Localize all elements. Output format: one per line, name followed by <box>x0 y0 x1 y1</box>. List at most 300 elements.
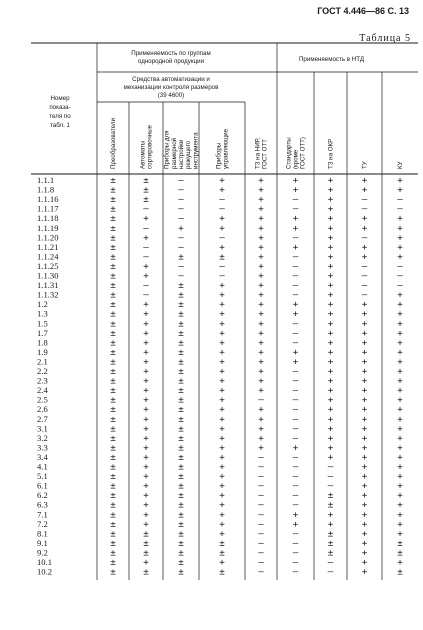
applicability-mark: ± <box>178 404 184 416</box>
applicability-mark: + <box>219 375 225 387</box>
applicability-mark: + <box>397 175 403 186</box>
applicability-mark: + <box>292 299 299 311</box>
applicability-mark: ± <box>178 557 184 568</box>
applicability-mark: + <box>258 280 264 292</box>
applicability-mark: + <box>219 480 225 492</box>
applicability-mark: ± <box>178 480 184 492</box>
applicability-mark: + <box>143 432 149 444</box>
applicability-mark: + <box>292 356 299 368</box>
applicability-mark: — <box>219 203 225 215</box>
applicability-mark: + <box>258 289 264 301</box>
applicability-mark: ± <box>178 385 184 397</box>
applicability-mark: ± <box>110 442 116 454</box>
applicability-mark: + <box>361 480 368 492</box>
row-number: 1.7 <box>37 327 48 338</box>
applicability-mark: + <box>327 346 334 358</box>
row-number: 2.4 <box>37 385 48 396</box>
column-header-2: режущего <box>185 140 193 169</box>
applicability-mark: — <box>258 394 264 406</box>
applicability-mark: — <box>397 260 403 272</box>
applicability-mark: + <box>258 260 264 272</box>
applicability-mark: ± <box>110 385 116 397</box>
applicability-mark: ± <box>178 337 184 349</box>
applicability-mark: + <box>143 509 149 521</box>
column-header-7: ТУ <box>361 161 369 169</box>
applicability-mark: ± <box>110 346 116 358</box>
applicability-mark: + <box>143 270 149 282</box>
applicability-mark: — <box>292 413 299 425</box>
applicability-mark: + <box>327 184 334 196</box>
applicability-mark: + <box>397 299 403 311</box>
applicability-mark: + <box>219 557 225 568</box>
applicability-mark: + <box>327 509 334 521</box>
row-number: 3.2 <box>37 432 48 443</box>
applicability-mark: ± <box>178 432 184 444</box>
applicability-mark: ± <box>143 566 149 578</box>
row-number: 2.5 <box>37 394 48 405</box>
applicability-mark: + <box>361 442 368 454</box>
applicability-mark: ± <box>110 471 116 483</box>
applicability-mark: + <box>219 442 225 454</box>
applicability-mark: — <box>143 203 149 215</box>
row-number: 1.5 <box>37 318 48 329</box>
applicability-mark: + <box>327 404 334 416</box>
applicability-mark: ± <box>327 528 334 540</box>
applicability-mark: — <box>292 490 299 502</box>
applicability-mark: ± <box>178 471 184 483</box>
applicability-mark: ± <box>178 356 184 368</box>
applicability-mark: + <box>361 356 368 368</box>
applicability-mark: ± <box>110 299 116 311</box>
applicability-mark: + <box>219 356 225 368</box>
applicability-mark: ± <box>143 547 149 559</box>
applicability-mark: + <box>258 337 264 349</box>
applicability-mark: — <box>292 366 299 377</box>
applicability-mark: + <box>143 404 149 416</box>
applicability-mark: — <box>292 547 299 559</box>
applicability-mark: — <box>178 194 184 206</box>
applicability-mark: + <box>361 557 368 568</box>
applicability-mark: + <box>397 518 403 530</box>
applicability-mark: + <box>258 356 264 368</box>
column-header-2: инструмента <box>192 132 200 169</box>
applicability-mark: + <box>397 318 403 330</box>
applicability-mark: + <box>327 432 334 444</box>
applicability-mark: + <box>361 299 368 311</box>
applicability-mark: + <box>143 423 149 435</box>
row-number: 1.1.25 <box>37 260 59 271</box>
row-number: 2.7 <box>37 413 48 424</box>
applicability-mark: — <box>292 461 299 473</box>
applicability-mark: — <box>361 203 368 215</box>
applicability-mark: ± <box>110 318 116 330</box>
applicability-mark: + <box>361 213 368 225</box>
row-number: 5.1 <box>37 471 48 482</box>
applicability-mark: — <box>178 175 184 186</box>
applicability-mark: — <box>397 280 403 292</box>
applicability-mark: ± <box>178 461 184 473</box>
applicability-mark: + <box>361 308 368 320</box>
applicability-mark: + <box>327 451 334 463</box>
row-number: 1.1.8 <box>37 184 55 195</box>
row-number: 3.3 <box>37 442 48 453</box>
applicability-mark: — <box>143 280 149 292</box>
applicability-mark: — <box>178 203 184 215</box>
applicability-mark: ± <box>327 537 334 549</box>
applicability-mark: + <box>143 413 149 425</box>
applicability-mark: — <box>397 203 403 215</box>
applicability-mark: — <box>258 480 264 492</box>
applicability-mark: ± <box>178 451 184 463</box>
applicability-mark: + <box>327 356 334 368</box>
applicability-mark: — <box>143 222 149 234</box>
applicability-mark: + <box>143 327 149 339</box>
applicability-mark: ± <box>110 213 116 225</box>
applicability-mark: + <box>219 413 225 425</box>
applicability-mark: + <box>219 318 225 330</box>
applicability-mark: — <box>292 404 299 416</box>
applicability-mark: ± <box>219 547 225 559</box>
applicability-mark: — <box>178 213 184 225</box>
applicability-mark: — <box>292 270 299 282</box>
applicability-mark: + <box>258 184 264 196</box>
applicability-mark: + <box>397 232 403 244</box>
applicability-mark: ± <box>110 375 116 387</box>
applicability-mark: ± <box>178 528 184 540</box>
applicability-mark: + <box>219 337 225 349</box>
column-header-3: Приборы <box>215 142 223 169</box>
applicability-mark: + <box>219 280 225 292</box>
applicability-mark: — <box>219 194 225 206</box>
row-number: 1.8 <box>37 337 48 348</box>
applicability-mark: — <box>258 547 264 559</box>
applicability-mark: ± <box>110 547 116 559</box>
applicability-mark: + <box>219 394 225 406</box>
applicability-mark: + <box>327 366 334 377</box>
row-number: 2.2 <box>37 366 48 376</box>
applicability-mark: ± <box>397 547 403 559</box>
applicability-mark: ± <box>178 518 184 530</box>
applicability-mark: + <box>397 442 403 454</box>
applicability-mark: + <box>258 175 264 186</box>
applicability-mark: — <box>178 232 184 244</box>
applicability-mark: + <box>327 337 334 349</box>
applicability-mark: + <box>219 432 225 444</box>
applicability-mark: + <box>361 432 368 444</box>
column-header-5: ГОСТ ОТТ) <box>299 136 307 169</box>
row-number: 2.6 <box>37 404 48 415</box>
applicability-mark: ± <box>110 528 116 540</box>
applicability-mark: ± <box>178 566 184 578</box>
applicability-mark: + <box>361 499 368 511</box>
applicability-mark: + <box>361 346 368 358</box>
applicability-mark: — <box>292 251 299 263</box>
applicability-mark: + <box>397 528 403 540</box>
applicability-mark: — <box>292 451 299 463</box>
applicability-mark: ± <box>110 404 116 416</box>
applicability-mark: + <box>143 260 149 272</box>
applicability-mark: — <box>327 471 334 483</box>
applicability-mark: + <box>327 175 334 186</box>
applicability-mark: + <box>361 490 368 502</box>
applicability-mark: + <box>143 299 149 311</box>
applicability-mark: — <box>178 270 184 282</box>
applicability-mark: — <box>219 270 225 282</box>
applicability-mark: + <box>258 385 264 397</box>
applicability-mark: ± <box>110 461 116 473</box>
applicability-mark: ± <box>110 509 116 521</box>
applicability-mark: — <box>397 270 403 282</box>
applicability-mark: — <box>219 232 225 244</box>
row-number: 6.3 <box>37 499 48 510</box>
row-number: 1.1.17 <box>37 203 59 214</box>
applicability-mark: + <box>361 251 368 263</box>
applicability-mark: + <box>397 404 403 416</box>
applicability-mark: + <box>219 451 225 463</box>
applicability-mark: ± <box>110 260 116 272</box>
applicability-mark: ± <box>110 413 116 425</box>
applicability-mark: + <box>361 404 368 416</box>
applicability-mark: + <box>219 404 225 416</box>
applicability-mark: ± <box>219 537 225 549</box>
applicability-mark: + <box>361 327 368 339</box>
applicability-mark: + <box>397 375 403 387</box>
applicability-mark: + <box>219 175 225 186</box>
column-header-0: Преобразователи <box>110 118 117 169</box>
applicability-mark: ± <box>178 413 184 425</box>
applicability-mark: ± <box>178 308 184 320</box>
applicability-mark: ± <box>110 289 116 301</box>
applicability-mark: + <box>327 308 334 320</box>
applicability-mark: — <box>361 289 368 301</box>
applicability-mark: + <box>258 442 264 454</box>
row-number: 1.3 <box>37 308 48 319</box>
applicability-mark: + <box>292 509 299 521</box>
row-label-header: теля по <box>49 113 71 120</box>
applicability-mark: — <box>258 557 264 568</box>
applicability-mark: + <box>397 432 403 444</box>
applicability-mark: + <box>361 241 368 253</box>
applicability-mark: + <box>143 480 149 492</box>
applicability-mark: + <box>143 356 149 368</box>
applicability-mark: ± <box>110 432 116 444</box>
applicability-mark: + <box>361 461 368 473</box>
applicability-mark: — <box>292 260 299 272</box>
applicability-mark: + <box>143 394 149 406</box>
applicability-mark: ± <box>327 490 334 502</box>
row-number: 1.1.21 <box>37 241 59 252</box>
row-number: 10.2 <box>37 566 53 577</box>
group2-title: Применяемость в НТД <box>298 56 365 63</box>
applicability-mark: + <box>397 366 403 377</box>
applicability-mark: + <box>219 289 225 301</box>
applicability-mark: — <box>292 289 299 301</box>
applicability-mark: ± <box>178 499 184 511</box>
applicability-mark: + <box>219 366 225 377</box>
applicability-mark: — <box>258 537 264 549</box>
applicability-mark: + <box>143 499 149 511</box>
applicability-mark: + <box>361 337 368 349</box>
applicability-mark: + <box>143 366 149 377</box>
applicability-mark: ± <box>178 346 184 358</box>
applicability-mark: — <box>327 566 334 578</box>
applicability-mark: + <box>219 490 225 502</box>
applicability-mark: + <box>143 318 149 330</box>
applicability-mark: — <box>292 423 299 435</box>
applicability-mark: + <box>219 327 225 339</box>
applicability-mark: + <box>258 203 264 215</box>
applicability-mark: + <box>219 385 225 397</box>
applicability-mark: — <box>292 537 299 549</box>
applicability-mark: + <box>292 175 299 186</box>
applicability-mark: ± <box>327 547 334 559</box>
applicability-mark: ± <box>178 366 184 377</box>
applicability-mark: — <box>258 461 264 473</box>
applicability-mark: ± <box>110 251 116 263</box>
applicability-mark: + <box>397 385 403 397</box>
applicability-mark: + <box>143 490 149 502</box>
applicability-mark: + <box>327 318 334 330</box>
applicability-mark: — <box>361 260 368 272</box>
row-number: 9.1 <box>37 537 48 548</box>
applicability-mark: + <box>397 327 403 339</box>
applicability-mark: ± <box>110 184 116 196</box>
applicability-mark: + <box>397 451 403 463</box>
applicability-mark: — <box>292 432 299 444</box>
applicability-mark: + <box>361 366 368 377</box>
applicability-mark: + <box>258 413 264 425</box>
applicability-mark: + <box>258 194 264 206</box>
applicability-mark: + <box>292 518 299 530</box>
applicability-mark: + <box>258 232 264 244</box>
column-header-2: настройки <box>178 139 185 169</box>
applicability-mark: + <box>397 461 403 473</box>
row-number: 1.1.31 <box>37 280 59 291</box>
applicability-mark: ± <box>110 241 116 253</box>
applicability-mark: ± <box>110 232 116 244</box>
applicability-mark: ± <box>143 175 149 186</box>
applicability-mark: + <box>258 318 264 330</box>
applicability-mark: ± <box>178 537 184 549</box>
applicability-mark: + <box>292 442 299 454</box>
applicability-mark: ± <box>110 308 116 320</box>
applicability-mark: + <box>397 308 403 320</box>
applicability-mark: ± <box>178 299 184 311</box>
row-number: 3.1 <box>37 423 48 434</box>
applicability-mark: + <box>143 442 149 454</box>
applicability-mark: ± <box>178 490 184 502</box>
applicability-mark: — <box>292 327 299 339</box>
applicability-mark: + <box>397 490 403 502</box>
row-number: 9.2 <box>37 547 48 558</box>
applicability-mark: — <box>143 251 149 263</box>
applicability-mark: + <box>219 423 225 435</box>
applicability-mark: — <box>292 471 299 483</box>
applicability-mark: + <box>327 251 334 263</box>
applicability-mark: + <box>219 461 225 473</box>
applicability-mark: ± <box>143 528 149 540</box>
applicability-mark: + <box>219 499 225 511</box>
applicability-mark: — <box>258 471 264 483</box>
applicability-mark: + <box>327 385 334 397</box>
applicability-mark: + <box>327 413 334 425</box>
applicability-mark: + <box>361 547 368 559</box>
applicability-mark: — <box>258 566 264 578</box>
applicability-mark: + <box>219 346 225 358</box>
applicability-mark: + <box>143 557 149 568</box>
applicability-mark: ± <box>110 423 116 435</box>
applicability-mark: + <box>361 413 368 425</box>
applicability-mark: + <box>361 423 368 435</box>
applicability-mark: ± <box>219 566 225 578</box>
applicability-mark: + <box>143 461 149 473</box>
row-number: 1.1.1 <box>37 175 55 185</box>
applicability-mark: + <box>258 423 264 435</box>
group1-title: Применяемость по группам <box>131 50 211 57</box>
applicability-mark: + <box>219 299 225 311</box>
applicability-mark: + <box>327 232 334 244</box>
applicability-mark: — <box>361 270 368 282</box>
page-header: ГОСТ 4.446—86 С. 13 <box>317 6 409 16</box>
applicability-mark: + <box>361 451 368 463</box>
applicability-mark: + <box>327 299 334 311</box>
applicability-mark: — <box>143 241 149 253</box>
applicability-mark: — <box>327 557 334 568</box>
applicability-mark: — <box>292 337 299 349</box>
applicability-mark: + <box>258 327 264 339</box>
row-number: 6.2 <box>37 490 48 501</box>
applicability-mark: + <box>327 375 334 387</box>
applicability-mark: + <box>361 537 368 549</box>
applicability-mark: ± <box>110 394 116 406</box>
applicability-mark: ± <box>110 270 116 282</box>
applicability-mark: ± <box>110 280 116 292</box>
applicability-mark: + <box>327 213 334 225</box>
applicability-mark: + <box>143 471 149 483</box>
applicability-mark: ± <box>110 356 116 368</box>
applicability-mark: — <box>292 375 299 387</box>
row-label-header: табл. 1 <box>50 122 70 129</box>
applicability-mark: + <box>361 528 368 540</box>
applicability-mark: + <box>219 471 225 483</box>
applicability-mark: + <box>219 509 225 521</box>
applicability-mark: ± <box>110 451 116 463</box>
applicability-mark: + <box>143 346 149 358</box>
table-title: Таблица 5 <box>359 33 411 44</box>
row-number: 1.1.24 <box>37 251 59 262</box>
applicability-mark: + <box>397 557 403 568</box>
applicability-mark: + <box>361 471 368 483</box>
applicability-mark: + <box>143 518 149 530</box>
applicability-mark: + <box>219 222 225 234</box>
row-number: 2.3 <box>37 375 48 386</box>
applicability-mark: ± <box>327 499 334 511</box>
row-number: 1.9 <box>37 346 48 357</box>
column-header-4: ГОСТ ОТТ <box>261 139 269 169</box>
group1-subtitle: (39 4600) <box>157 92 185 99</box>
applicability-mark: + <box>327 260 334 272</box>
applicability-mark: + <box>258 366 264 377</box>
applicability-mark: — <box>292 480 299 492</box>
applicability-mark: — <box>327 480 334 492</box>
applicability-mark: — <box>143 289 149 301</box>
applicability-mark: + <box>258 299 264 311</box>
applicability-mark: ± <box>178 375 184 387</box>
applicability-mark: + <box>143 232 149 244</box>
applicability-mark: + <box>361 222 368 234</box>
column-header-4: ТЗ на НИР, <box>254 137 262 169</box>
row-number: 7.1 <box>37 509 48 520</box>
